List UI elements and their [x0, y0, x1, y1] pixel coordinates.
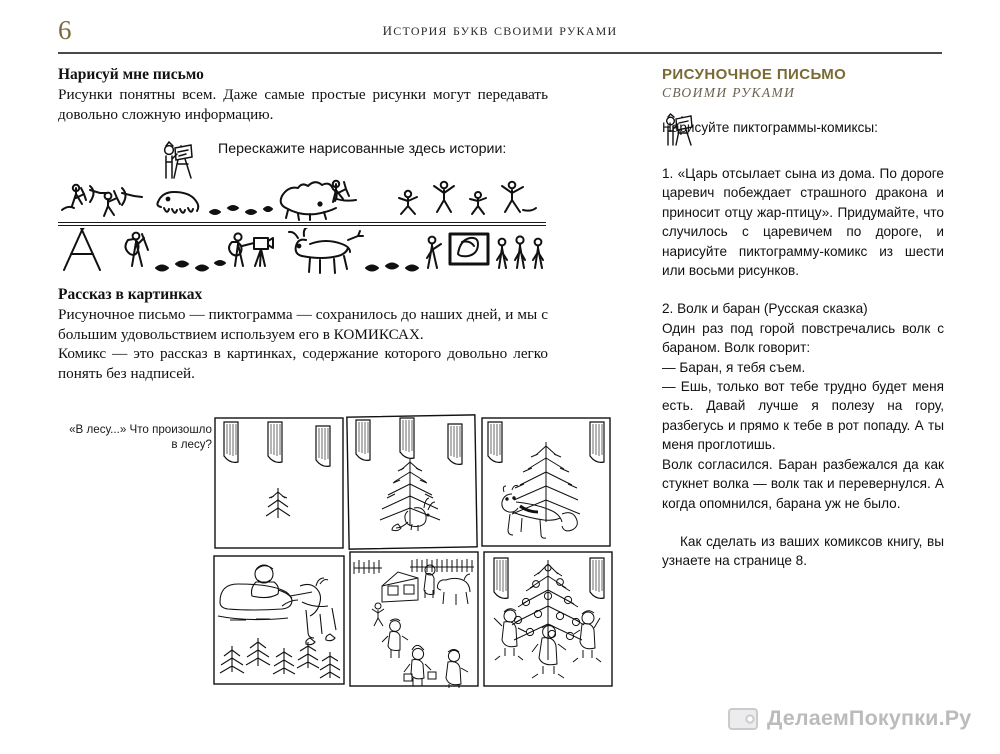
- footer-note: Как сделать из ваших комиксов книгу, вы узнаете на странице 8.: [662, 533, 944, 569]
- task-2-line-1: Один раз под горой повстречались волк с бараном. Волк говорит:: [662, 320, 944, 356]
- left-column: [58, 66, 548, 186]
- section-title-draw-me-a-letter: Нарисуй мне письмо: [58, 66, 204, 83]
- section1-paragraph: Рисунки понятны всем. Даже самые простые рисунки могут передавать довольно сложную информацию.: [58, 86, 548, 123]
- task-2-line-4: Волк согласился. Баран разбежался да как стукнет волка — волк так и перевернулся. А когда опомнился, барана уж не было.: [662, 456, 944, 511]
- spacer: [662, 280, 944, 299]
- task-2-line-3: — Ешь, только вот тебе трудно будет меня есть. Давай лучше я полезу на гору, разбегусь и прямо к тебе в рот попаду. А ты меня проглотишь.: [662, 379, 944, 453]
- pictogram-divider-line-2: [58, 225, 546, 226]
- page-number: 6: [58, 15, 72, 45]
- section-title-story-in-pictures: Рассказ в картинках: [58, 286, 203, 303]
- comic-panel-4: [214, 556, 344, 684]
- right-column: [662, 66, 944, 571]
- comic-panel-2: [347, 415, 477, 549]
- wallet-icon: [728, 707, 758, 731]
- comic-panel-5: [350, 552, 478, 688]
- comic-caption: «В лесу...» Что произошло в лесу?: [69, 423, 212, 451]
- easel-icon: [161, 140, 197, 180]
- comic-panel-1: [215, 418, 343, 548]
- comic-panel-3: [482, 418, 610, 546]
- page-header: [58, 14, 942, 56]
- page-title: история букв своими руками: [382, 19, 618, 40]
- pictogram-row-1: [58, 176, 546, 222]
- spacer-2: [662, 513, 944, 532]
- section2-paragraph-1: Рисуночное письмо — пиктограмма — сохранилось до наших дней, и мы с большим удовольствием используем его в КОМИКСАХ.: [58, 306, 548, 343]
- right-column-title: РИСУНОЧНОЕ ПИСЬМО: [662, 66, 847, 83]
- task-1-text: 1. «Царь отсылает сына из дома. По дороге царевич побеждает страшного дракона и приносит отцу жар-птицу». Придумайте, что случилось с царевичем по дороге, и нарисуйте пиктограмму-комикс из шести или восьми рисунков.: [662, 166, 944, 279]
- section2-paragraph-2: Комикс — это рассказ в картинках, содержание которого довольно легко понять без надписей.: [58, 345, 548, 382]
- left-column-section2: [58, 286, 548, 383]
- comic-strip: [212, 410, 632, 690]
- task-2-line-2: — Баран, я тебя съем.: [662, 359, 806, 375]
- right-column-lead: Нарисуйте пиктограммы-комиксы:: [662, 120, 878, 135]
- header-divider: [58, 52, 942, 54]
- watermark: [728, 706, 971, 731]
- pictogram-band: [58, 176, 546, 281]
- pictogram-row-2: [58, 228, 546, 278]
- instruction-text: Перескажите нарисованные здесь истории:: [218, 141, 507, 157]
- watermark-text: ДелаемПокупки.Ру: [767, 706, 972, 730]
- pictogram-divider-line-1: [58, 222, 546, 223]
- right-column-subtitle: СВОИМИ РУКАМИ: [662, 85, 796, 100]
- comic-panel-6: [484, 552, 612, 686]
- task-2-title: 2. Волк и баран (Русская сказка): [662, 301, 868, 317]
